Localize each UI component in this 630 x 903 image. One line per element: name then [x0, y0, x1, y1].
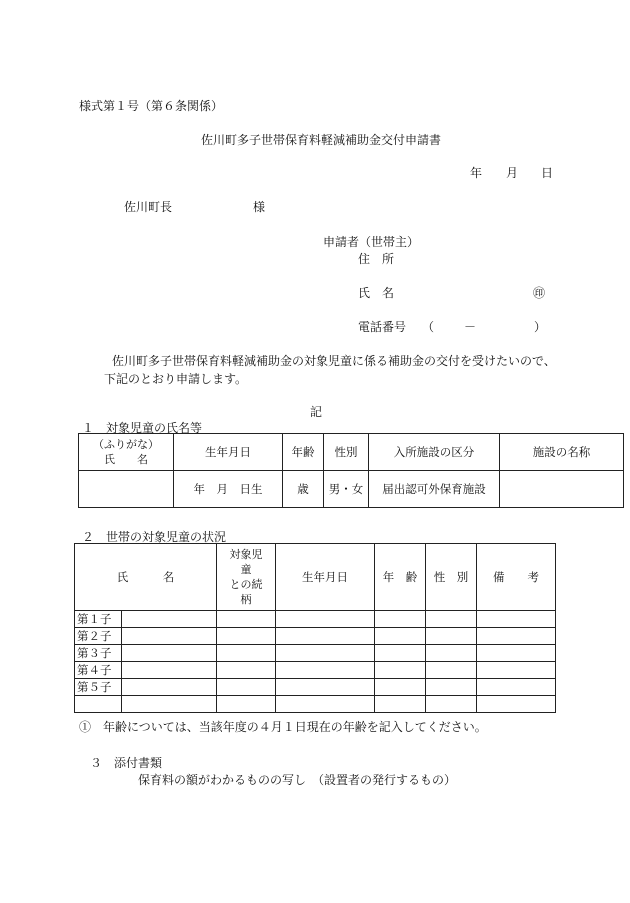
header-furigana-name — [79, 434, 174, 471]
cell-birthdate[interactable]: 年 月 日生 — [174, 471, 283, 508]
cell-remarks[interactable] — [477, 662, 556, 679]
row-label: 第２子 — [75, 628, 122, 645]
phone-dash: － — [464, 320, 477, 334]
cell-name[interactable] — [122, 679, 217, 696]
row-label: 第３子 — [75, 645, 122, 662]
cell-remarks[interactable] — [477, 611, 556, 628]
phone-open: （ — [422, 320, 435, 334]
table-row — [75, 679, 556, 696]
phone-close: ） — [534, 320, 547, 334]
header-name: 氏 名 — [75, 544, 217, 611]
table-row — [75, 662, 556, 679]
cell-birthdate[interactable] — [276, 662, 375, 679]
cell-age[interactable] — [375, 628, 426, 645]
row-label: 第４子 — [75, 662, 122, 679]
cell-remarks[interactable] — [477, 628, 556, 645]
section1-heading: １ 対象児童の氏名等 — [82, 421, 203, 435]
cell-name[interactable] — [122, 611, 217, 628]
form-number: 様式第１号（第６条関係） — [79, 99, 224, 113]
cell-remarks[interactable] — [477, 696, 556, 713]
cell-relation[interactable] — [217, 611, 276, 628]
attachment-item: 保育料の額がわかるものの写し （設置者の発行するもの） — [138, 773, 457, 787]
addressee-name: 佐川町長 — [124, 200, 173, 214]
header-relation-line: 対象児 — [229, 548, 263, 561]
body-text-line1: 佐川町多子世帯保育料軽減補助金の対象児童に係る補助金の交付を受けたいので、 — [112, 354, 556, 368]
page-title: 佐川町多子世帯保育料軽減補助金交付申請書 — [201, 133, 442, 147]
header-furigana: （ふりがな） — [93, 438, 159, 451]
cell-birthdate[interactable] — [276, 679, 375, 696]
date-year: 年 — [470, 166, 483, 180]
section2-table — [74, 543, 556, 713]
ki-mark: 記 — [310, 405, 323, 419]
cell-gender[interactable] — [426, 645, 477, 662]
cell-relation[interactable] — [217, 679, 276, 696]
date-day: 日 — [541, 166, 554, 180]
header-facility-name: 施設の名称 — [500, 434, 624, 471]
header-birthdate: 生年月日 — [174, 434, 283, 471]
address-label: 住 所 — [358, 252, 395, 266]
cell-facility-type[interactable]: 届出認可外保育施設 — [369, 471, 500, 508]
phone-label: 電話番号 — [358, 320, 407, 334]
header-remarks: 備 考 — [477, 544, 556, 611]
section1-table — [78, 433, 624, 508]
cell-relation[interactable] — [217, 628, 276, 645]
cell-name[interactable] — [122, 662, 217, 679]
cell-age[interactable]: 歳 — [283, 471, 324, 508]
cell-name[interactable] — [122, 645, 217, 662]
header-relation-line: との続 — [229, 578, 263, 591]
cell-name[interactable] — [122, 696, 217, 713]
table-row — [75, 628, 556, 645]
cell-gender[interactable] — [426, 628, 477, 645]
seal-icon: ㊞ — [533, 286, 546, 300]
cell-gender[interactable] — [426, 662, 477, 679]
cell-name[interactable] — [122, 628, 217, 645]
header-facility-type: 入所施設の区分 — [369, 434, 500, 471]
cell-gender[interactable] — [426, 679, 477, 696]
cell-gender[interactable] — [426, 696, 477, 713]
table-row — [75, 645, 556, 662]
section2-heading: ２ 世帯の対象児童の状況 — [82, 530, 227, 544]
header-relation-line: 童 — [240, 563, 252, 576]
cell-gender[interactable]: 男・女 — [324, 471, 369, 508]
cell-age[interactable] — [375, 645, 426, 662]
cell-remarks[interactable] — [477, 645, 556, 662]
row-label — [75, 696, 122, 713]
cell-age[interactable] — [375, 696, 426, 713]
row-label: 第１子 — [75, 611, 122, 628]
applicant-heading: 申請者（世帯主） — [323, 235, 420, 249]
cell-gender[interactable] — [426, 611, 477, 628]
cell-birthdate[interactable] — [276, 645, 375, 662]
header-gender: 性 別 — [426, 544, 477, 611]
cell-relation[interactable] — [217, 645, 276, 662]
row-label: 第５子 — [75, 679, 122, 696]
header-relation-line: 柄 — [240, 593, 252, 606]
header-age: 年齢 — [283, 434, 324, 471]
addressee-honorific: 様 — [253, 200, 266, 214]
header-gender: 性別 — [324, 434, 369, 471]
table-row — [75, 696, 556, 713]
section3-heading: ３ 添付書類 — [90, 756, 163, 770]
cell-birthdate[interactable] — [276, 611, 375, 628]
date-month: 月 — [506, 166, 519, 180]
header-age: 年 齢 — [375, 544, 426, 611]
cell-remarks[interactable] — [477, 679, 556, 696]
section2-note: ① 年齢については、当該年度の４月１日現在の年齢を記入してください。 — [79, 720, 487, 734]
body-text-line2: 下記のとおり申請します。 — [104, 372, 248, 386]
cell-age[interactable] — [375, 611, 426, 628]
header-birthdate: 生年月日 — [276, 544, 375, 611]
cell-child-name[interactable] — [79, 471, 174, 508]
cell-relation[interactable] — [217, 662, 276, 679]
cell-age[interactable] — [375, 662, 426, 679]
table-row — [75, 611, 556, 628]
name-label: 氏 名 — [358, 286, 395, 300]
cell-age[interactable] — [375, 679, 426, 696]
cell-relation[interactable] — [217, 696, 276, 713]
cell-facility-name[interactable] — [500, 471, 624, 508]
header-name: 氏 名 — [104, 453, 148, 466]
cell-birthdate[interactable] — [276, 628, 375, 645]
cell-birthdate[interactable] — [276, 696, 375, 713]
header-relation — [217, 544, 276, 611]
